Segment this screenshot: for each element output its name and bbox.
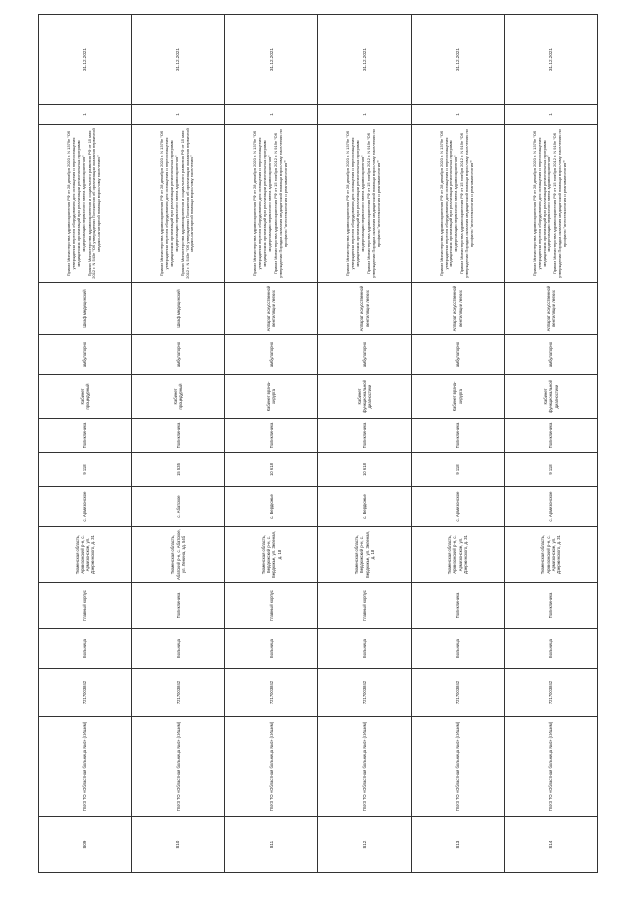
settlement-cell: с. Абатское xyxy=(132,487,225,527)
building-name-cell: Поликлиника xyxy=(132,583,225,629)
table-row xyxy=(318,15,411,873)
regulatory-documents-cell xyxy=(504,125,597,283)
row-number-cell: 810 xyxy=(132,817,225,873)
organization-name-cell: ГБУЗ ТО «Областная больница №4» (г.Ишим) xyxy=(318,717,411,817)
address-cell: Тюменская область, Бердюжский р-н, с. Бердюжье, ул. Зеленая, д. 18 xyxy=(225,527,318,583)
regulatory-document: Приказ Министерства здравоохранения РФ от 28 декабря 2020 г. N 1379н "Об утверждении перечня оборудования для оснащения и переоснащения медицинских организаций при реализации региональных программ модернизации первичного звена здравоохранения" xyxy=(66,130,86,277)
equipment-name-cell: Аппарат искусственной вентиляции легких xyxy=(504,283,597,335)
equipment-name-cell: Аппарат искусственной вентиляции легких xyxy=(411,283,504,335)
row-number-cell: 809 xyxy=(39,817,132,873)
equipment-name-cell: Аппарат искусственной вентиляции легких xyxy=(225,283,318,335)
regulatory-document: Приказ Министерства здравоохранения и социального развития РФ от 15 мая 2012 г. N 543н "Об утверждении Положения об организации оказания первичной медико-санитарной помощи взрослому населению" xyxy=(179,128,195,279)
due-date-cell: 31.12.2021 xyxy=(504,15,597,105)
settlement-cell: с. Бердюжье xyxy=(318,487,411,527)
row-number-cell: 814 xyxy=(504,817,597,873)
inn-code-cell: 7217003842 xyxy=(39,669,132,717)
room-name-cell: Кабинет врача-хирурга xyxy=(411,375,504,419)
room-name-cell: Кабинет процедурный xyxy=(132,375,225,419)
inn-code-cell: 7217003842 xyxy=(411,669,504,717)
regulatory-document: Приказ Министерства здравоохранения РФ от 15 ноября 2012 г. N 919н "Об утверждении Порядка оказания медицинской помощи взрослому населению по профилю "анестезиология и реаниматология"" xyxy=(272,129,288,278)
care-type-cell: амбулаторно xyxy=(132,335,225,375)
row-number-cell: 812 xyxy=(318,817,411,873)
regulatory-document: Приказ Министерства здравоохранения РФ от 15 ноября 2012 г. N 919н "Об утверждении Порядка оказания медицинской помощи взрослому населению по профилю "анестезиология и реаниматология"" xyxy=(552,129,568,278)
unit-name-cell: Поликлиника xyxy=(225,419,318,453)
building-name-cell: Главный корпус xyxy=(39,583,132,629)
organization-name-cell: ГБУЗ ТО «Областная больница №4» (г.Ишим) xyxy=(411,717,504,817)
regulatory-document: Приказ Министерства здравоохранения и социального развития РФ от 15 мая 2012 г. N 543н "Об утверждении Положения об организации оказания первичной медико-санитарной помощи взрослому населению" xyxy=(86,128,102,279)
unit-name-cell: Поликлиника xyxy=(504,419,597,453)
unit-name-cell: Поликлиника xyxy=(39,419,132,453)
row-number-cell: 813 xyxy=(411,817,504,873)
quantity-cell: 1 xyxy=(39,105,132,125)
care-type-cell: амбулаторно xyxy=(411,335,504,375)
room-name-cell: Кабинет функциональной диагностики xyxy=(318,375,411,419)
rotated-table-container xyxy=(38,15,598,873)
table-row xyxy=(132,15,225,873)
quantity-cell: 1 xyxy=(318,105,411,125)
due-date-cell: 31.12.2021 xyxy=(411,15,504,105)
unit-name-cell: Поликлиника xyxy=(318,419,411,453)
regulatory-documents-cell xyxy=(132,125,225,283)
building-name-cell: Поликлиника xyxy=(411,583,504,629)
organization-type-cell: Больница xyxy=(39,629,132,669)
regulatory-documents-cell xyxy=(411,125,504,283)
room-name-cell: Кабинет функциональной диагностики xyxy=(504,375,597,419)
table-body xyxy=(39,15,598,873)
unit-name-cell: Поликлиника xyxy=(132,419,225,453)
room-name-cell: Кабинет врача-хирурга xyxy=(225,375,318,419)
table-row xyxy=(504,15,597,873)
regulatory-document: Приказ Министерства здравоохранения РФ от 28 декабря 2020 г. N 1379н "Об утверждении перечня оборудования для оснащения и переоснащения медицинских организаций при реализации региональных программ модернизации первичного звена здравоохранения" xyxy=(252,130,272,277)
quantity-cell: 1 xyxy=(504,105,597,125)
care-type-cell: амбулаторно xyxy=(504,335,597,375)
regulatory-document: Приказ Министерства здравоохранения РФ от 28 декабря 2020 г. N 1379н "Об утверждении перечня оборудования для оснащения и переоснащения медицинских организаций при реализации региональных программ модернизации первичного звена здравоохранения" xyxy=(159,130,179,277)
due-date-cell: 31.12.2021 xyxy=(132,15,225,105)
building-name-cell: Главный корпус xyxy=(225,583,318,629)
equipment-name-cell: Шкаф медицинский xyxy=(39,283,132,335)
due-date-cell: 31.12.2021 xyxy=(39,15,132,105)
inn-code-cell: 7217003842 xyxy=(225,669,318,717)
organization-type-cell: Больница xyxy=(318,629,411,669)
index-value-cell: 9 118 xyxy=(39,453,132,487)
building-name-cell: Главный корпус xyxy=(318,583,411,629)
organization-type-cell: Больница xyxy=(225,629,318,669)
index-value-cell: 10 618 xyxy=(318,453,411,487)
address-cell: Тюменская область, Абатский р-н, с. Абатское, ул. Ленина, зд. 54б xyxy=(132,527,225,583)
due-date-cell: 31.12.2021 xyxy=(225,15,318,105)
settlement-cell: с. Армизонское xyxy=(39,487,132,527)
organization-name-cell: ГБУЗ ТО «Областная больница №4» (г.Ишим) xyxy=(132,717,225,817)
regulatory-document: Приказ Министерства здравоохранения РФ от 28 декабря 2020 г. N 1379н "Об утверждении перечня оборудования для оснащения и переоснащения медицинских организаций при реализации региональных программ модернизации первичного звена здравоохранения" xyxy=(345,130,366,277)
organization-name-cell: ГБУЗ ТО «Областная больница №4» (г.Ишим) xyxy=(225,717,318,817)
unit-name-cell: Поликлиника xyxy=(411,419,504,453)
regulatory-documents-cell xyxy=(318,125,411,283)
equipment-name-cell: Шкаф медицинский xyxy=(132,283,225,335)
quantity-cell: 1 xyxy=(225,105,318,125)
settlement-cell: с. Армизонское xyxy=(411,487,504,527)
settlement-cell: с. Бердюжье xyxy=(225,487,318,527)
inn-code-cell: 7217003842 xyxy=(504,669,597,717)
regulatory-documents-cell xyxy=(39,125,132,283)
regulatory-document: Приказ Министерства здравоохранения РФ от 15 ноября 2012 г. N 919н "Об утверждении Порядка оказания медицинской помощи взрослому населению по профилю "анестезиология и реаниматология"" xyxy=(459,129,474,278)
organization-type-cell: Больница xyxy=(132,629,225,669)
index-value-cell: 15 535 xyxy=(132,453,225,487)
organization-type-cell: Больница xyxy=(504,629,597,669)
address-cell: Тюменская область, Армизонский р-н, с. Армизонское, ул. Дзержинского, д. 31 xyxy=(504,527,597,583)
organization-name-cell: ГБУЗ ТО «Областная больница №4» (г.Ишим) xyxy=(39,717,132,817)
address-cell: Тюменская область, Армизонский р-н, с. Армизонское, ул. Дзержинского, д. 31 xyxy=(411,527,504,583)
regulatory-document: Приказ Министерства здравоохранения РФ от 15 ноября 2012 г. N 919н "Об утверждении Порядка оказания медицинской помощи взрослому населению по профилю "анестезиология и реаниматология"" xyxy=(365,129,381,278)
row-number-cell: 811 xyxy=(225,817,318,873)
address-cell: Тюменская область, Бердюжский р-н, с. Бердюжье, ул. Зеленая, д. 18 xyxy=(318,527,411,583)
quantity-cell: 1 xyxy=(411,105,504,125)
settlement-cell: с. Армизонское xyxy=(504,487,597,527)
organization-name-cell: ГБУЗ ТО «Областная больница №4» (г.Ишим) xyxy=(504,717,597,817)
inn-code-cell: 7217003842 xyxy=(132,669,225,717)
building-name-cell: Поликлиника xyxy=(504,583,597,629)
regulatory-document: Приказ Министерства здравоохранения РФ от 28 декабря 2020 г. N 1379н "Об утверждении перечня оборудования для оснащения и переоснащения медицинских организаций при реализации региональных программ модернизации первичного звена здравоохранения" xyxy=(438,130,459,277)
equipment-table xyxy=(38,14,598,873)
index-value-cell: 10 618 xyxy=(225,453,318,487)
address-cell: Тюменская область, Армизонский р-н, с. Армизонское, ул. Дзержинского, д. 31 xyxy=(39,527,132,583)
table-row xyxy=(39,15,132,873)
table-row xyxy=(411,15,504,873)
index-value-cell: 9 118 xyxy=(411,453,504,487)
care-type-cell: амбулаторно xyxy=(318,335,411,375)
quantity-cell: 1 xyxy=(132,105,225,125)
table-row xyxy=(225,15,318,873)
due-date-cell: 31.12.2021 xyxy=(318,15,411,105)
regulatory-document: Приказ Министерства здравоохранения РФ от 28 декабря 2020 г. N 1379н "Об утверждении перечня оборудования для оснащения и переоснащения медицинских организаций при реализации региональных программ модернизации первичного звена здравоохранения" xyxy=(531,130,552,277)
equipment-name-cell: Аппарат искусственной вентиляции легких xyxy=(318,283,411,335)
organization-type-cell: Больница xyxy=(411,629,504,669)
index-value-cell: 9 118 xyxy=(504,453,597,487)
care-type-cell: амбулаторно xyxy=(225,335,318,375)
regulatory-documents-cell xyxy=(225,125,318,283)
inn-code-cell: 7217003842 xyxy=(318,669,411,717)
room-name-cell: Кабинет процедурный xyxy=(39,375,132,419)
care-type-cell: амбулаторно xyxy=(39,335,132,375)
